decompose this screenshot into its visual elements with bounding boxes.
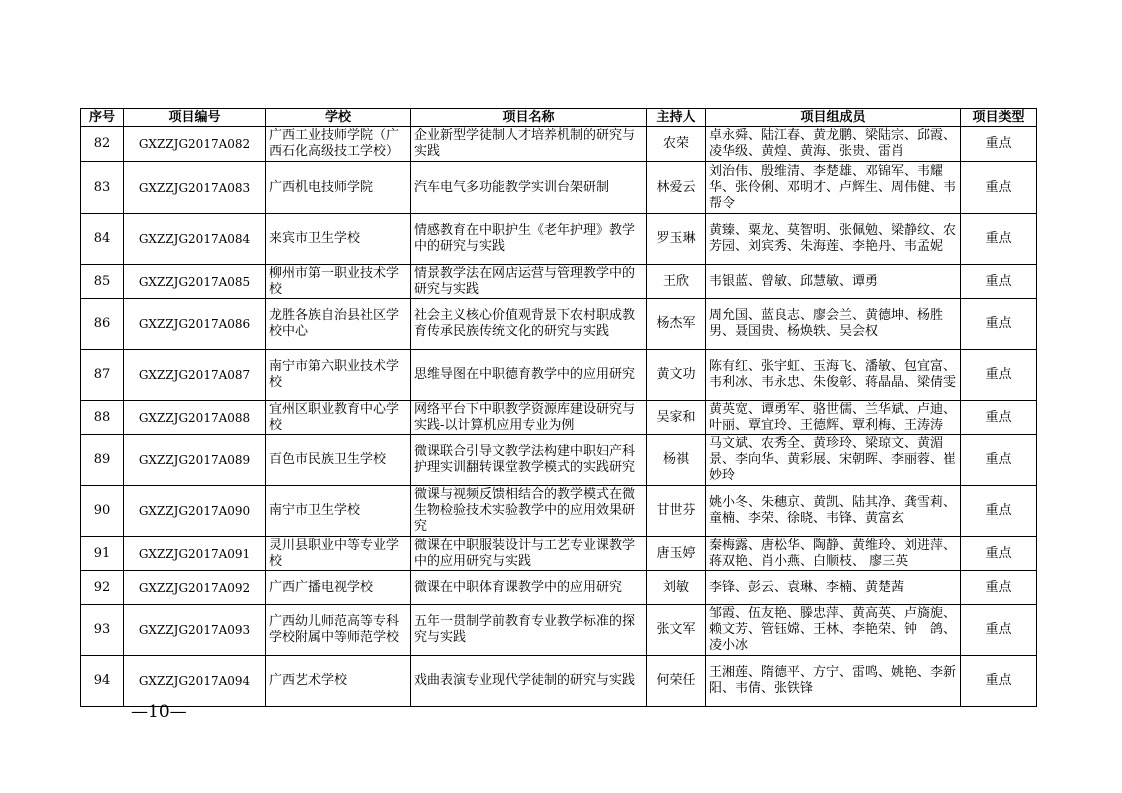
project-code-cell: GXZZJG2017A088 <box>124 401 266 435</box>
project-type-cell: 重点 <box>961 162 1037 214</box>
project-type-cell: 重点 <box>961 127 1037 162</box>
project-name-cell: 汽车电气多功能教学实训台架研制 <box>411 162 647 214</box>
table-row <box>81 656 1037 707</box>
table-row <box>81 605 1037 656</box>
project-name-cell: 情感教育在中职护生《老年护理》教学中的研究与实践 <box>411 214 647 265</box>
project-name-cell: 网络平台下中职教学资源库建设研究与实践-以计算机应用专业为例 <box>411 401 647 435</box>
header-type: 项目类型 <box>961 109 1037 127</box>
project-type-cell: 重点 <box>961 605 1037 656</box>
project-name-cell: 情景教学法在网店运营与管理教学中的研究与实践 <box>411 265 647 299</box>
row-number-cell: 88 <box>81 401 124 435</box>
row-number-cell: 93 <box>81 605 124 656</box>
project-type-cell: 重点 <box>961 486 1037 537</box>
project-type-cell: 重点 <box>961 656 1037 707</box>
project-name-cell: 戏曲表演专业现代学徒制的研究与实践 <box>411 656 647 707</box>
school-name-cell: 灵川县职业中等专业学校 <box>266 537 411 571</box>
project-code-cell: GXZZJG2017A090 <box>124 486 266 537</box>
table-header-row <box>81 109 1037 127</box>
project-code-cell: GXZZJG2017A094 <box>124 656 266 707</box>
project-code-cell: GXZZJG2017A084 <box>124 214 266 265</box>
project-table <box>80 108 1037 707</box>
school-name-cell: 广西幼儿师范高等专科学校附属中等师范学校 <box>266 605 411 656</box>
header-members: 项目组成员 <box>706 109 961 127</box>
table-row <box>81 214 1037 265</box>
school-name-cell: 广西艺术学校 <box>266 656 411 707</box>
school-name-cell: 柳州市第一职业技术学校 <box>266 265 411 299</box>
team-members-cell: 陈有红、张宇虹、玉海飞、潘敏、包宜富、韦利冰、韦永忠、朱俊彰、蒋晶晶、梁倩雯 <box>706 350 961 401</box>
header-no: 序号 <box>81 109 124 127</box>
header-project: 项目名称 <box>411 109 647 127</box>
team-members-cell: 王湘莲、隋德平、方宁、雷鸣、姚艳、李新阳、韦倩、张铁锋 <box>706 656 961 707</box>
project-type-cell: 重点 <box>961 350 1037 401</box>
project-leader-cell: 农荣 <box>647 127 706 162</box>
project-leader-cell: 杨杰军 <box>647 299 706 350</box>
row-number-cell: 85 <box>81 265 124 299</box>
project-name-cell: 五年一贯制学前教育专业教学标准的探究与实践 <box>411 605 647 656</box>
row-number-cell: 92 <box>81 571 124 605</box>
project-table-container <box>80 108 1036 707</box>
project-leader-cell: 甘世芬 <box>647 486 706 537</box>
project-code-cell: GXZZJG2017A089 <box>124 435 266 486</box>
project-type-cell: 重点 <box>961 265 1037 299</box>
table-row <box>81 299 1037 350</box>
project-code-cell: GXZZJG2017A093 <box>124 605 266 656</box>
team-members-cell: 姚小冬、朱穗京、黄凯、陆其净、龚雪莉、童楠、李荣、徐晓、韦锋、黄富玄 <box>706 486 961 537</box>
team-members-cell: 马文斌、农秀全、黄珍玲、梁琼文、黄湄景、李向华、黄彩展、宋朝晖、李丽蓉、崔妙玲 <box>706 435 961 486</box>
school-name-cell: 广西机电技师学院 <box>266 162 411 214</box>
team-members-cell: 黄英宽、谭勇军、骆世儒、兰华斌、卢迪、叶丽、覃宜玲、王德辉、覃利梅、王涛涛 <box>706 401 961 435</box>
project-name-cell: 微课在中职体育课教学中的应用研究 <box>411 571 647 605</box>
table-row <box>81 571 1037 605</box>
table-row <box>81 435 1037 486</box>
project-leader-cell: 何荣任 <box>647 656 706 707</box>
school-name-cell: 广西工业技师学院（广西石化高级技工学校） <box>266 127 411 162</box>
project-type-cell: 重点 <box>961 435 1037 486</box>
row-number-cell: 82 <box>81 127 124 162</box>
project-code-cell: GXZZJG2017A082 <box>124 127 266 162</box>
row-number-cell: 89 <box>81 435 124 486</box>
row-number-cell: 86 <box>81 299 124 350</box>
project-name-cell: 微课联合引导文教学法构建中职妇产科护理实训翻转课堂教学模式的实践研究 <box>411 435 647 486</box>
table-row <box>81 486 1037 537</box>
row-number-cell: 91 <box>81 537 124 571</box>
row-number-cell: 83 <box>81 162 124 214</box>
row-number-cell: 94 <box>81 656 124 707</box>
table-row <box>81 350 1037 401</box>
team-members-cell: 韦银蓝、曾敏、邱慧敏、谭勇 <box>706 265 961 299</box>
project-code-cell: GXZZJG2017A085 <box>124 265 266 299</box>
team-members-cell: 卓永舜、陆江春、黄龙鹏、梁陆宗、邱霞、凌华级、黄煌、黄海、张贵、雷肖 <box>706 127 961 162</box>
team-members-cell: 邹霞、伍友艳、滕忠萍、黄高英、卢旖旎、赖文芳、管钰嫦、王林、李艳荣、钟 鸽、凌小冰 <box>706 605 961 656</box>
project-code-cell: GXZZJG2017A083 <box>124 162 266 214</box>
table-body <box>81 127 1037 707</box>
header-school: 学校 <box>266 109 411 127</box>
team-members-cell: 李锋、彭云、袁琳、李楠、黄楚茜 <box>706 571 961 605</box>
table-row <box>81 162 1037 214</box>
header-leader: 主持人 <box>647 109 706 127</box>
project-leader-cell: 吴家和 <box>647 401 706 435</box>
table-row <box>81 265 1037 299</box>
project-type-cell: 重点 <box>961 214 1037 265</box>
project-name-cell: 企业新型学徒制人才培养机制的研究与实践 <box>411 127 647 162</box>
row-number-cell: 90 <box>81 486 124 537</box>
project-leader-cell: 唐玉婷 <box>647 537 706 571</box>
project-leader-cell: 张文军 <box>647 605 706 656</box>
project-type-cell: 重点 <box>961 537 1037 571</box>
project-name-cell: 微课与视频反馈相结合的教学模式在微生物检验技术实验教学中的应用效果研究 <box>411 486 647 537</box>
project-name-cell: 思维导图在中职德育教学中的应用研究 <box>411 350 647 401</box>
school-name-cell: 龙胜各族自治县社区学校中心 <box>266 299 411 350</box>
project-code-cell: GXZZJG2017A087 <box>124 350 266 401</box>
row-number-cell: 87 <box>81 350 124 401</box>
table-row <box>81 401 1037 435</box>
school-name-cell: 宜州区职业教育中心学校 <box>266 401 411 435</box>
team-members-cell: 周允国、蓝良志、廖会兰、黄德坤、杨胜男、聂国贵、杨焕轶、吴会权 <box>706 299 961 350</box>
page-number: —10— <box>131 702 187 722</box>
school-name-cell: 广西广播电视学校 <box>266 571 411 605</box>
project-name-cell: 社会主义核心价值观背景下农村职成教育传承民族传统文化的研究与实践 <box>411 299 647 350</box>
project-type-cell: 重点 <box>961 299 1037 350</box>
project-leader-cell: 刘敏 <box>647 571 706 605</box>
project-name-cell: 微课在中职服装设计与工艺专业课教学中的应用研究与实践 <box>411 537 647 571</box>
table-row <box>81 127 1037 162</box>
team-members-cell: 黄臻、粟龙、莫智明、张佩勉、梁静纹、农芳园、刘宾秀、朱海莲、李艳丹、韦孟妮 <box>706 214 961 265</box>
school-name-cell: 南宁市卫生学校 <box>266 486 411 537</box>
table-row <box>81 537 1037 571</box>
project-type-cell: 重点 <box>961 571 1037 605</box>
project-leader-cell: 杨祺 <box>647 435 706 486</box>
project-leader-cell: 罗玉琳 <box>647 214 706 265</box>
header-code: 项目编号 <box>124 109 266 127</box>
school-name-cell: 来宾市卫生学校 <box>266 214 411 265</box>
team-members-cell: 秦梅露、唐松华、陶静、黄维玲、刘进萍、蒋双艳、肖小燕、白顺枝、 廖三英 <box>706 537 961 571</box>
project-code-cell: GXZZJG2017A091 <box>124 537 266 571</box>
project-code-cell: GXZZJG2017A086 <box>124 299 266 350</box>
team-members-cell: 刘治伟、殷维清、李楚雄、邓锦军、韦耀华、张伶俐、邓明才、卢辉生、周伟健、韦帮令 <box>706 162 961 214</box>
school-name-cell: 南宁市第六职业技术学校 <box>266 350 411 401</box>
row-number-cell: 84 <box>81 214 124 265</box>
school-name-cell: 百色市民族卫生学校 <box>266 435 411 486</box>
project-leader-cell: 黄文功 <box>647 350 706 401</box>
project-type-cell: 重点 <box>961 401 1037 435</box>
project-leader-cell: 林爱云 <box>647 162 706 214</box>
project-leader-cell: 王欣 <box>647 265 706 299</box>
project-code-cell: GXZZJG2017A092 <box>124 571 266 605</box>
